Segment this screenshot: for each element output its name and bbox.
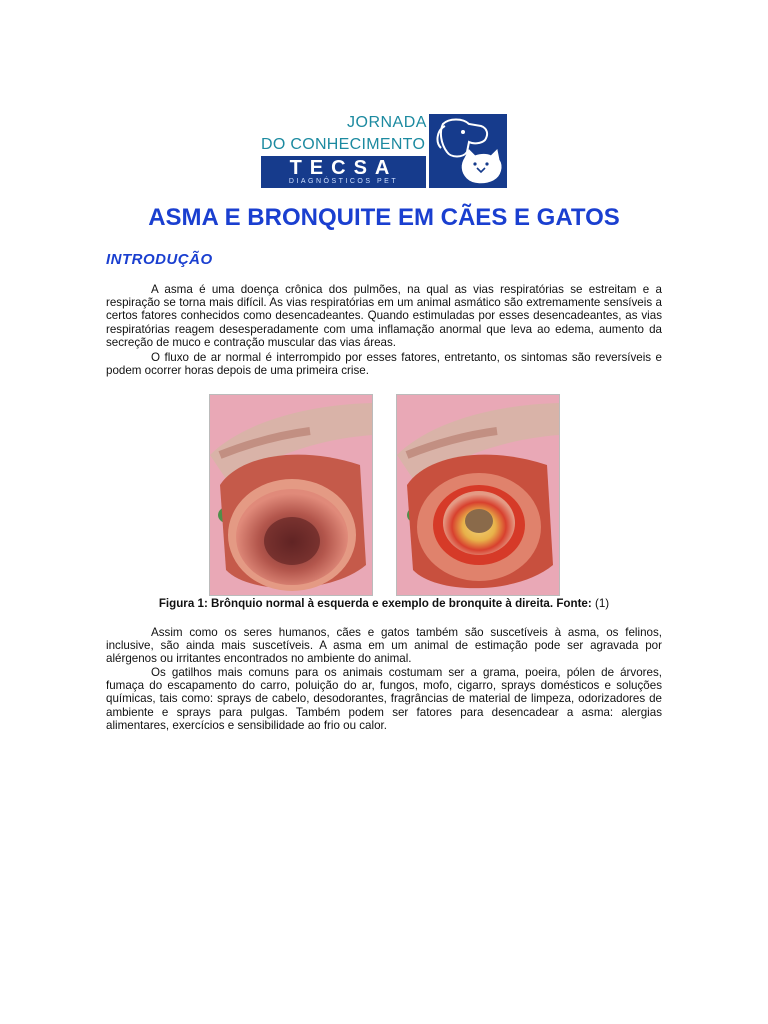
- paragraph-2: O fluxo de ar normal é interrompido por esses fatores, entretanto, os sintomas são reversíveis e podem ocorrer horas depois de uma primeira crise.: [106, 351, 662, 378]
- logo-brand-bar: [261, 156, 426, 188]
- logo-line-2: DO CONHECIMENTO: [261, 136, 426, 153]
- dog-cat-icon: [429, 114, 507, 188]
- paragraph-3: Assim como os seres humanos, cães e gatos também são suscetíveis à asma, os felinos, inclusive, são ainda mais suscetíveis. A asma em um animal de estimação pode ser agravada por alérgenos ou irritantes encontrados no ambiente do animal.: [106, 626, 662, 666]
- figure-normal-bronchus: [209, 394, 373, 596]
- document-title: ASMA E BRONQUITE EM CÃES E GATOS: [148, 204, 620, 231]
- figure-caption-text: Figura 1: Brônquio normal à esquerda e exemplo de bronquite à direita. Fonte:: [158, 597, 592, 610]
- paragraph-4: Os gatilhos mais comuns para os animais costumam ser a grama, poeira, pólen de árvores, fumaça do escapamento do carro, poluição do ar, fungos, mofo, cigarro, sprays domésticos e soluções químicas, tais como: sprays de cabelo, desodorantes, fragrâncias de material de limpeza, odorizadores de ambiente e sprays para pulgas. Também podem ser fatores para desencadear a asma: alergias alimentares, exercícios e sensibilidade ao frio ou calor.: [106, 666, 662, 732]
- paragraph-1: A asma é uma doença crônica dos pulmões, na qual as vias respiratórias se estreitam e a respiração se torna mais difícil. As vias respiratórias em um animal asmático são extremamente sensíveis a certos fatores conhecidos como desencadeantes. Quando estimuladas por esses desencadeantes, as vias respiratórias reagem desesperadamente com uma inflamação anormal que leva ao edema, aumento da secreção de muco e contração muscular das vias áreas.: [106, 283, 662, 349]
- logo-line-1: JORNADA: [347, 114, 427, 131]
- tecsa-logo: [261, 114, 507, 188]
- figure-bronchitis: [396, 394, 560, 596]
- logo-subtitle: DIAGNÓSTICOS PET: [288, 178, 399, 185]
- logo-brand: TECSA: [289, 157, 398, 179]
- section-heading: INTRODUÇÃO: [106, 251, 213, 268]
- figure-caption: [0, 597, 768, 610]
- figure-caption-reference: (1): [591, 597, 610, 610]
